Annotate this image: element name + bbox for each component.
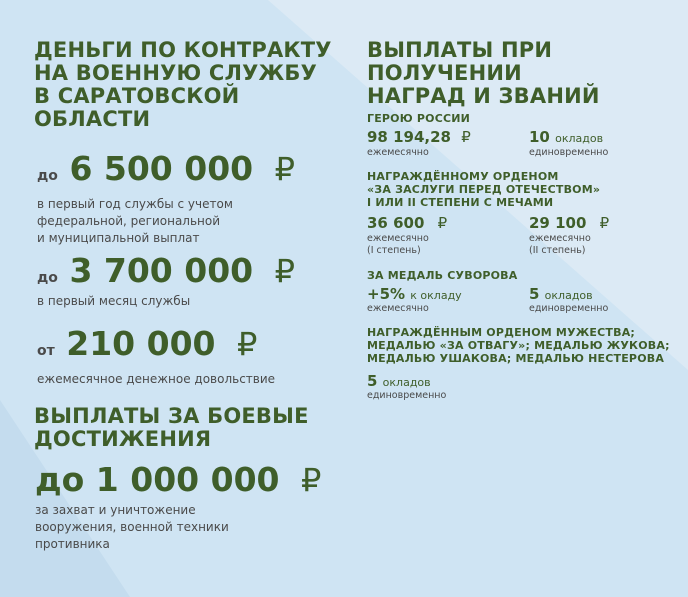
order-title-line: I ИЛИ II СТЕПЕНИ С МЕЧАМИ [367,196,554,209]
order-title-line: НАГРАЖДЁННОМУ ОРДЕНОМ [367,170,559,183]
ruble-sign: ₽ [437,214,448,232]
left-title-line: ОБЛАСТИ [34,107,151,131]
right-title [367,39,688,108]
courage-note: единовременно [367,390,447,401]
courage-title [367,326,670,365]
suvorov-monthly-note: ежемесячно [367,303,429,314]
courage-title-line: НАГРАЖДЁННЫМ ОРДЕНОМ МУЖЕСТВА; [367,326,636,339]
note-line: (II степень) [529,245,586,256]
note-line: (I степень) [367,245,421,256]
suvorov-title: ЗА МЕДАЛЬ СУВОРОВА [367,269,518,282]
courage-onetime [367,373,431,391]
courage-title-line: МЕДАЛЬЮ УШАКОВА; МЕДАЛЬЮ НЕСТЕРОВА [367,352,665,365]
combat-title [34,405,309,451]
hero-onetime-unit: окладов [555,132,604,145]
order-title-line: «ЗА ЗАСЛУГИ ПЕРЕД ОТЕЧЕСТВОМ» [367,183,601,196]
desc-line: федеральной, региональной [37,214,221,228]
amount-combat [35,462,321,498]
order-second-degree [529,215,609,232]
order-second-note [529,233,591,257]
suvorov-onetime-note: единовременно [529,303,609,314]
courage-title-line: МЕДАЛЬЮ «ЗА ОТВАГУ»; МЕДАЛЬЮ ЖУКОВА; [367,339,670,352]
desc-line: за захват и уничтожение [35,503,196,517]
desc-line: противника [35,537,110,551]
amount-prefix: от [37,343,55,359]
amount-value: 6 500 000 [69,149,254,188]
suvorov-monthly-unit: к окладу [410,289,462,302]
order-second-value: 29 100 [529,214,587,232]
hero-monthly-value: 98 194,28 [367,128,451,146]
ruble-sign: ₽ [599,214,610,232]
order-first-value: 36 600 [367,214,425,232]
desc-line: в первый месяц службы [37,294,191,308]
ruble-sign: ₽ [274,150,296,188]
ruble-sign: ₽ [461,128,471,146]
amount-value: 210 000 [66,324,216,363]
left-title [34,39,332,131]
amount-6500000-desc [37,196,233,247]
amount-6500000 [37,151,295,194]
desc-line: в первый год службы с учетом [37,197,233,211]
desc-line: ежемесячное денежное довольствие [37,372,276,386]
amount-value: 3 700 000 [69,251,254,290]
order-title [367,170,600,209]
desc-line: и муниципальной выплат [37,231,200,245]
hero-monthly [367,129,471,146]
left-title-line: НА ВОЕННУЮ СЛУЖБУ [34,61,317,85]
note-line: ежемесячно [367,233,429,244]
courage-unit: окладов [382,376,431,389]
ruble-sign: ₽ [301,461,322,499]
note-line: ежемесячно [529,233,591,244]
right-title-line: ВЫПЛАТЫ ПРИ ПОЛУЧЕНИИ [367,38,553,85]
right-title-line: НАГРАД И ЗВАНИЙ [367,84,600,108]
hero-onetime-note: единовременно [529,147,609,158]
ruble-sign: ₽ [274,252,296,290]
desc-line: вооружения, военной техники [35,520,229,534]
hero-monthly-note: ежемесячно [367,147,429,158]
courage-value: 5 [367,372,378,390]
suvorov-onetime-value: 5 [529,285,540,303]
order-first-degree [367,215,447,232]
combat-title-line: ВЫПЛАТЫ ЗА БОЕВЫЕ [34,404,309,428]
amount-value: до 1 000 000 [35,460,280,499]
order-first-note [367,233,429,257]
combat-desc [35,502,229,553]
left-title-line: ДЕНЬГИ ПО КОНТРАКТУ [34,38,332,62]
amount-3700000 [37,253,295,296]
amount-prefix: до [37,168,58,184]
amount-3700000-desc [37,293,190,310]
amount-prefix: до [37,270,58,286]
suvorov-onetime [529,286,593,304]
hero-onetime-value: 10 [529,128,550,146]
amount-210000-desc [37,371,275,388]
left-title-line: В САРАТОВСКОЙ [34,84,240,108]
amount-210000 [37,326,257,369]
hero-onetime [529,129,603,147]
hero-title: ГЕРОЮ РОССИИ [367,112,471,125]
suvorov-onetime-unit: окладов [544,289,593,302]
ruble-sign: ₽ [237,325,258,363]
suvorov-monthly [367,286,462,304]
suvorov-monthly-value: +5% [367,285,406,303]
combat-title-line: ДОСТИЖЕНИЯ [34,427,212,451]
